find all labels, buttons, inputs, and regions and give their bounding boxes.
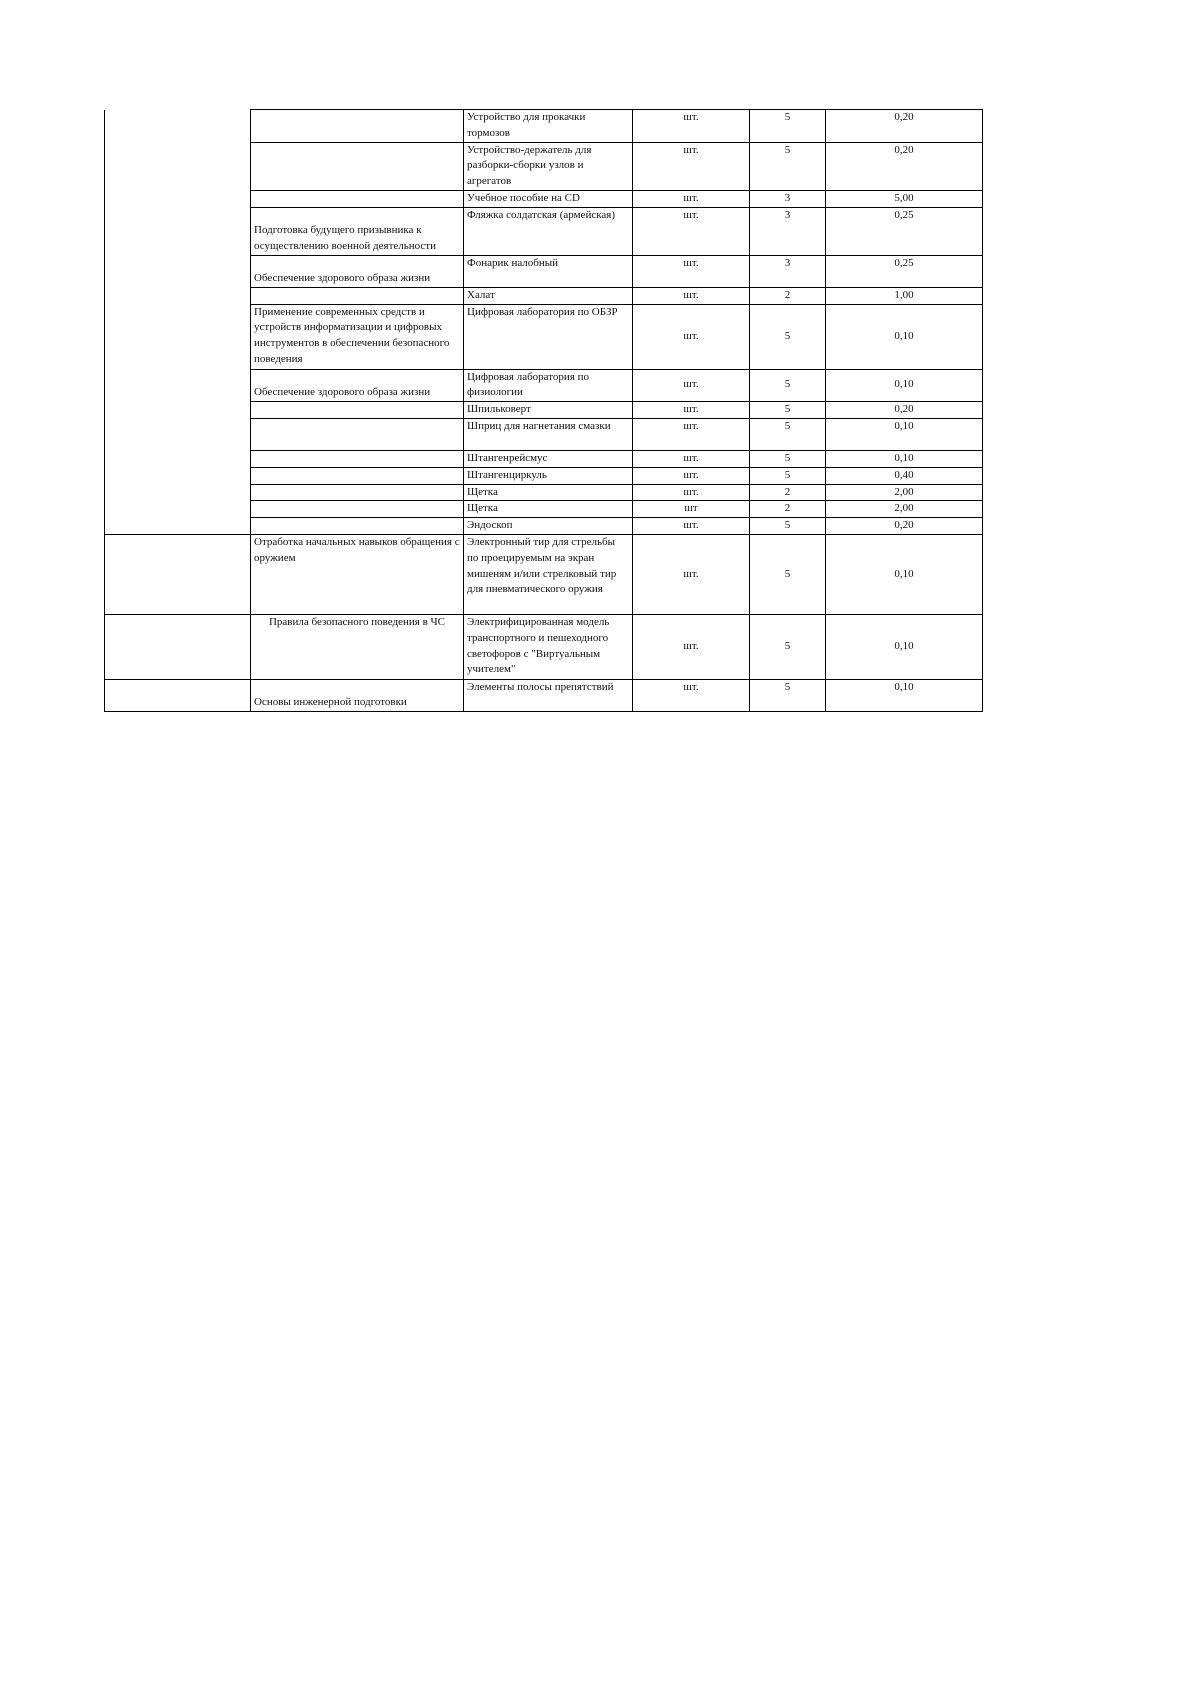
section-cell bbox=[251, 450, 464, 467]
norm-cell: 0,20 bbox=[826, 402, 983, 419]
item-name-cell: Учебное пособие на CD bbox=[464, 190, 633, 207]
norm-cell: 0,10 bbox=[826, 450, 983, 467]
unit-cell: шт. bbox=[633, 484, 750, 501]
table-row bbox=[105, 369, 983, 402]
item-name-cell: Фляжка солдатская (армейская) bbox=[464, 207, 633, 255]
norm-cell: 0,20 bbox=[826, 142, 983, 190]
table-row bbox=[105, 518, 983, 535]
item-name-cell: Шприц для нагнетания смазки bbox=[464, 418, 633, 450]
count-cell: 5 bbox=[750, 450, 826, 467]
unit-cell: шт. bbox=[633, 190, 750, 207]
count-cell: 5 bbox=[750, 369, 826, 402]
norm-cell: 0,20 bbox=[826, 110, 983, 143]
table-row bbox=[105, 501, 983, 518]
blank-cell bbox=[105, 304, 251, 369]
count-cell: 5 bbox=[750, 142, 826, 190]
count-cell: 5 bbox=[750, 534, 826, 614]
table-row bbox=[105, 418, 983, 450]
blank-cell bbox=[105, 484, 251, 501]
blank-cell bbox=[105, 142, 251, 190]
section-cell bbox=[251, 484, 464, 501]
unit-cell: шт. bbox=[633, 534, 750, 614]
unit-cell: шт. bbox=[633, 467, 750, 484]
section-cell: Подготовка будущего призывника к осуществлению военной деятельности bbox=[251, 207, 464, 255]
blank-cell bbox=[105, 679, 251, 711]
table-row bbox=[105, 484, 983, 501]
item-name-cell: Щетка bbox=[464, 484, 633, 501]
table-row bbox=[105, 207, 983, 255]
table-row bbox=[105, 255, 983, 287]
count-cell: 5 bbox=[750, 402, 826, 419]
count-cell: 5 bbox=[750, 304, 826, 369]
table-row bbox=[105, 467, 983, 484]
item-name-cell: Штангенциркуль bbox=[464, 467, 633, 484]
section-cell: Правила безопасного поведения в ЧС bbox=[251, 614, 464, 679]
count-cell: 2 bbox=[750, 501, 826, 518]
section-cell: Обеспечение здорового образа жизни bbox=[251, 255, 464, 287]
equipment-table bbox=[104, 109, 983, 712]
norm-cell: 0,10 bbox=[826, 304, 983, 369]
blank-cell bbox=[105, 190, 251, 207]
unit-cell: шт. bbox=[633, 287, 750, 304]
blank-cell bbox=[105, 614, 251, 679]
count-cell: 2 bbox=[750, 287, 826, 304]
count-cell: 3 bbox=[750, 255, 826, 287]
count-cell: 5 bbox=[750, 467, 826, 484]
norm-cell: 0,40 bbox=[826, 467, 983, 484]
table-row bbox=[105, 287, 983, 304]
item-name-cell: Штангенрейсмус bbox=[464, 450, 633, 467]
section-cell bbox=[251, 418, 464, 450]
count-cell: 3 bbox=[750, 207, 826, 255]
norm-cell: 0,25 bbox=[826, 255, 983, 287]
equipment-table-body bbox=[105, 110, 983, 712]
table-row bbox=[105, 450, 983, 467]
blank-cell bbox=[105, 467, 251, 484]
table-row bbox=[105, 304, 983, 369]
item-name-cell: Щетка bbox=[464, 501, 633, 518]
norm-cell: 0,10 bbox=[826, 534, 983, 614]
blank-cell bbox=[105, 255, 251, 287]
norm-cell: 0,25 bbox=[826, 207, 983, 255]
item-name-cell: Элементы полосы препятствий bbox=[464, 679, 633, 711]
section-cell bbox=[251, 190, 464, 207]
blank-cell bbox=[105, 418, 251, 450]
section-cell bbox=[251, 110, 464, 143]
count-cell: 5 bbox=[750, 418, 826, 450]
section-cell: Отработка начальных навыков обращения с оружием bbox=[251, 534, 464, 614]
norm-cell: 1,00 bbox=[826, 287, 983, 304]
section-cell bbox=[251, 287, 464, 304]
unit-cell: шт. bbox=[633, 142, 750, 190]
table-row bbox=[105, 614, 983, 679]
item-name-cell: Электронный тир для стрельбы по проецируемым на экран мишеням и/или стрелковый тир для пневматического оружия bbox=[464, 534, 633, 614]
equipment-table-page bbox=[104, 109, 983, 712]
blank-cell bbox=[105, 518, 251, 535]
section-cell bbox=[251, 518, 464, 535]
count-cell: 3 bbox=[750, 190, 826, 207]
section-cell: Применение современных средств и устройств информатизации и цифровых инструментов в обеспечении безопасного поведения bbox=[251, 304, 464, 369]
item-name-cell: Эндоскоп bbox=[464, 518, 633, 535]
unit-cell: шт. bbox=[633, 518, 750, 535]
unit-cell: шт. bbox=[633, 304, 750, 369]
norm-cell: 0,10 bbox=[826, 418, 983, 450]
unit-cell: шт. bbox=[633, 679, 750, 711]
count-cell: 5 bbox=[750, 518, 826, 535]
blank-cell bbox=[105, 402, 251, 419]
norm-cell: 0,10 bbox=[826, 614, 983, 679]
unit-cell: шт. bbox=[633, 418, 750, 450]
table-row bbox=[105, 110, 983, 143]
norm-cell: 2,00 bbox=[826, 484, 983, 501]
norm-cell: 0,20 bbox=[826, 518, 983, 535]
count-cell: 5 bbox=[750, 679, 826, 711]
blank-cell bbox=[105, 501, 251, 518]
section-cell bbox=[251, 501, 464, 518]
unit-cell: шт. bbox=[633, 402, 750, 419]
unit-cell: шт. bbox=[633, 110, 750, 143]
unit-cell: шт. bbox=[633, 255, 750, 287]
norm-cell: 5,00 bbox=[826, 190, 983, 207]
item-name-cell: Устройство-держатель для разборки-сборки узлов и агрегатов bbox=[464, 142, 633, 190]
norm-cell: 0,10 bbox=[826, 369, 983, 402]
table-row bbox=[105, 142, 983, 190]
item-name-cell: Шпильковерт bbox=[464, 402, 633, 419]
table-row bbox=[105, 402, 983, 419]
norm-cell: 0,10 bbox=[826, 679, 983, 711]
blank-cell bbox=[105, 207, 251, 255]
item-name-cell: Устройство для прокачки тормозов bbox=[464, 110, 633, 143]
table-row bbox=[105, 534, 983, 614]
unit-cell: шт. bbox=[633, 369, 750, 402]
blank-cell bbox=[105, 287, 251, 304]
item-name-cell: Цифровая лаборатория по ОБЗР bbox=[464, 304, 633, 369]
blank-cell bbox=[105, 450, 251, 467]
count-cell: 5 bbox=[750, 110, 826, 143]
section-cell: Основы инженерной подготовки bbox=[251, 679, 464, 711]
item-name-cell: Электрифицированная модель транспортного и пешеходного светофоров с "Виртуальным учителем" bbox=[464, 614, 633, 679]
item-name-cell: Фонарик налобный bbox=[464, 255, 633, 287]
table-row bbox=[105, 190, 983, 207]
unit-cell: шт. bbox=[633, 207, 750, 255]
section-cell bbox=[251, 402, 464, 419]
item-name-cell: Цифровая лаборатория по физиологии bbox=[464, 369, 633, 402]
unit-cell: шт. bbox=[633, 450, 750, 467]
table-row bbox=[105, 679, 983, 711]
count-cell: 5 bbox=[750, 614, 826, 679]
section-cell bbox=[251, 142, 464, 190]
unit-cell: шт. bbox=[633, 614, 750, 679]
section-cell: Обеспечение здорового образа жизни bbox=[251, 369, 464, 402]
blank-cell bbox=[105, 369, 251, 402]
blank-cell bbox=[105, 110, 251, 143]
norm-cell: 2,00 bbox=[826, 501, 983, 518]
unit-cell: шт bbox=[633, 501, 750, 518]
blank-cell bbox=[105, 534, 251, 614]
section-cell bbox=[251, 467, 464, 484]
count-cell: 2 bbox=[750, 484, 826, 501]
item-name-cell: Халат bbox=[464, 287, 633, 304]
